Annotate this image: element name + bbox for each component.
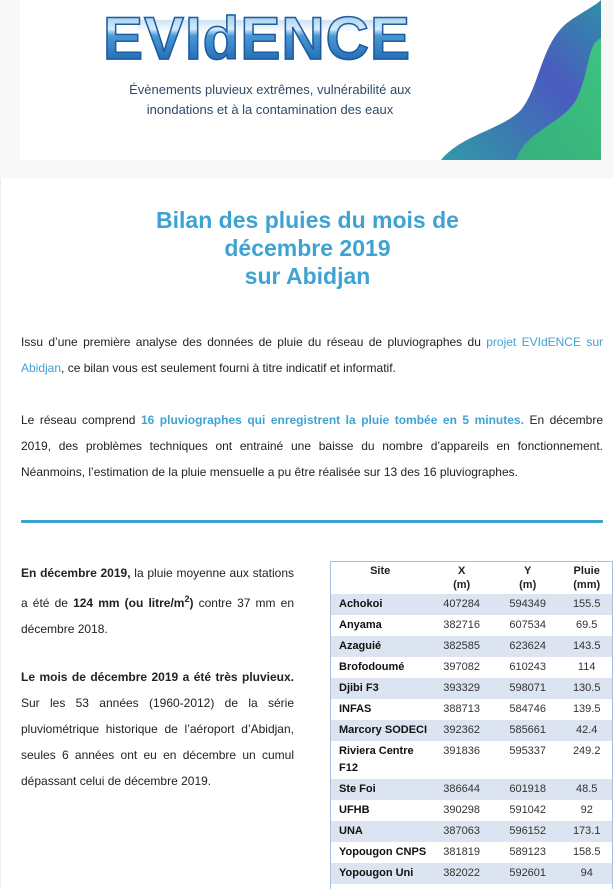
cell-x: 392362 [429,720,494,741]
table-row [331,636,612,657]
cell-x: 381819 [443,846,481,858]
intro-paragraph-1 [21,329,603,381]
cell-pluie: 158.5 [572,846,601,858]
summary-bold: ) [189,596,194,610]
table-row [331,678,612,699]
header-site: Site [370,565,391,577]
summary-bold: 124 mm (ou litre/m [73,596,185,610]
evidence-logo: EVIdENCE [102,5,412,72]
cell-x: 388713 [443,703,481,715]
cell-y: 594349 [494,594,561,615]
summary-paragraph-1 [21,560,294,642]
cell-site: Riviera Centre F12 [339,745,414,774]
project-link[interactable]: projet EVIdENCE sur Abidjan [21,335,604,375]
cell-x: 391836 [443,745,481,757]
tagline-line-1: Évènements pluvieux extrêmes, vulnérabilité aux [129,82,411,97]
table-row [331,779,612,800]
cell-pluie: 143.5 [561,636,612,657]
cell-pluie: 130.5 [561,678,612,699]
table-header-row [331,562,612,594]
summary-bold: En décembre 2019, [21,566,131,580]
title-line-2: décembre 2019 [224,235,391,261]
cell-y: 601918 [494,779,561,800]
cell-y: 610243 [509,661,547,673]
cell-site: Anyama [339,619,382,631]
cell-y: 584746 [509,703,547,715]
title-line-3: sur Abidjan [244,263,371,289]
network-text: Le réseau comprend [21,413,141,427]
cell-site: UFHB [339,804,370,816]
table-row [331,800,612,821]
cell-y: 598071 [494,678,561,699]
header-banner [20,0,601,160]
summary-text: contre 37 mm en décembre 2018. [21,596,295,636]
cell-site: Ste Foi [331,779,429,800]
cell-site: INFAS [339,703,372,715]
cell-site: Marcory SODECI [331,720,429,741]
intro-text: , ce bilan vous est seulement fourni à titre indicatif et informatif. [61,361,396,375]
cell-pluie: 114 [577,661,596,673]
cell-pluie: 42.4 [561,720,612,741]
cell-y: 595337 [509,745,547,757]
cell-y: 589123 [509,846,547,858]
cell-pluie: 173.1 [561,821,612,842]
station-table [330,561,613,889]
table-row [331,720,612,741]
table-row [331,594,612,615]
network-highlight: 16 pluviographes qui enregistrent la pluie tombée en 5 minutes. [140,413,524,427]
cell-pluie: 69.5 [575,619,598,631]
summary-paragraph-2 [21,664,294,794]
summary-text: Sur les 53 années (1960-2012) de la série pluviométrique historique de l’aéroport d’Abidjan, seules 6 années ont eu en décembre un cumul dépassant celui de décembre 2019. [21,696,294,788]
cell-y: 607534 [509,619,547,631]
cell-x: 387063 [429,821,494,842]
table-row [331,615,612,636]
title-line-1: Bilan des pluies du mois de [156,207,459,233]
cell-pluie: 94 [561,863,612,884]
page-title [1,206,613,290]
decorative-wave [401,0,601,160]
cell-x: 382585 [429,636,494,657]
cell-site: UNA [331,821,429,842]
section-divider [21,520,603,523]
cell-site: Brofodoumé [339,661,405,673]
cell-site: Yopougon CNPS [339,846,427,858]
cell-y: 592601 [494,863,561,884]
cell-x: 393329 [429,678,494,699]
cell-pluie: 139.5 [572,703,601,715]
table-row [331,741,612,779]
network-text: En décembre 2019, des problèmes techniques ont entrainé une baisse du nombre d’appareils en fonctionnement. Néanmoins, l’estimation de la pluie mensuelle a pu être réalisée sur 13 des 16 pluviographes. [21,413,603,479]
cell-pluie: 155.5 [561,594,612,615]
cell-x: 382716 [443,619,481,631]
cell-y: 596152 [494,821,561,842]
cell-pluie: 92 [580,804,593,816]
header-x: X (m) [453,565,471,591]
superscript: 2 [184,594,190,604]
cell-x: 386644 [429,779,494,800]
cell-pluie: 48.5 [561,779,612,800]
summary-text: la pluie moyenne aux stations a été de [21,566,294,610]
cell-site: Yopougon Uni [331,863,429,884]
summary-bold: Le mois de décembre 2019 a été très pluvieux. [21,670,294,684]
cell-site: Azaguié [331,636,429,657]
table-row [331,821,612,842]
cell-pluie: 249.2 [572,745,601,757]
table-row [331,657,612,678]
cell-site: Achokoi [331,594,429,615]
table-row [331,863,612,884]
intro-paragraph-2 [21,407,603,485]
table-row [331,842,612,863]
table-row [331,699,612,720]
cell-x: 397082 [443,661,481,673]
content-card [0,178,613,889]
cell-y: 585661 [494,720,561,741]
cell-x: 390298 [443,804,481,816]
cell-site: Djibi F3 [331,678,429,699]
header-y: Y (m) [519,565,537,591]
intro-text: Issu d’une première analyse des données de pluie du réseau de pluviographes du [21,335,487,349]
cell-x: 382022 [429,863,494,884]
cell-y: 623624 [494,636,561,657]
header-pluie: Pluie (mm) [573,565,601,591]
cell-x: 407284 [429,594,494,615]
logo-tagline [120,80,420,120]
tagline-line-2: inondations et à la contamination des eaux [146,102,394,117]
cell-y: 591042 [509,804,547,816]
